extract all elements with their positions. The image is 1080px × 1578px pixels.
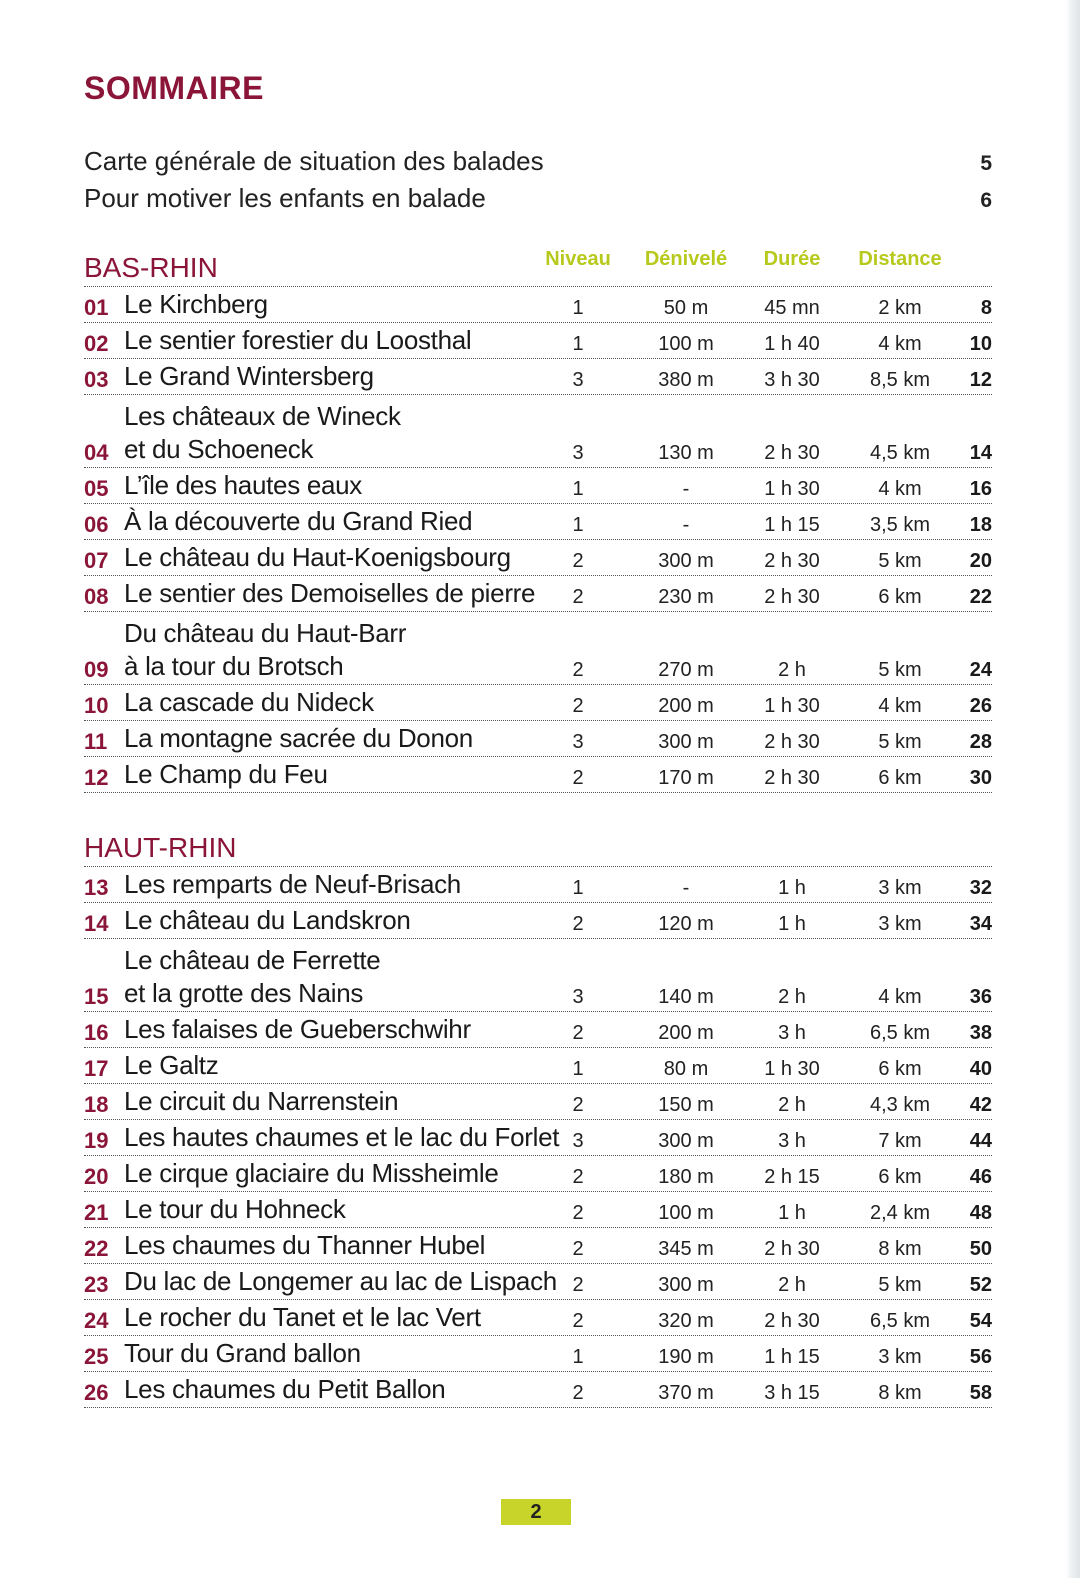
- hike-duree: 3 h 30: [764, 369, 820, 391]
- hike-duree: 3 h 15: [764, 1382, 820, 1404]
- hike-duree: 2 h 30: [764, 550, 820, 572]
- hike-name: [124, 686, 594, 719]
- hike-page: 50: [969, 1238, 992, 1260]
- hike-number: 25: [84, 1344, 109, 1369]
- hike-niveau: 1: [572, 1058, 584, 1080]
- hike-denivele: 50 m: [663, 297, 709, 319]
- hike-denivele: 300 m: [658, 550, 714, 572]
- hike-row[interactable]: [84, 468, 992, 504]
- hike-distance: 5 km: [878, 1274, 922, 1296]
- hike-distance: 4,5 km: [869, 442, 931, 464]
- hike-name-line: Le tour du Hohneck: [124, 1194, 346, 1224]
- hike-name: [124, 1265, 594, 1298]
- hike-distance: 4 km: [878, 478, 922, 500]
- hike-page: 38: [969, 1022, 992, 1044]
- hike-row[interactable]: [84, 504, 992, 540]
- column-header-niveau: Niveau: [545, 248, 611, 270]
- hike-number: 23: [84, 1272, 109, 1297]
- hike-page: 46: [969, 1166, 992, 1188]
- hike-niveau: 2: [572, 1238, 584, 1260]
- hike-distance: 4 km: [878, 986, 922, 1008]
- hike-name-line: Les chaumes du Thanner Hubel: [124, 1230, 486, 1260]
- hike-name: [124, 1157, 594, 1190]
- hike-denivele: 230 m: [658, 586, 714, 608]
- hike-name: [124, 324, 594, 357]
- hike-number: 21: [84, 1200, 109, 1225]
- hike-name: [124, 505, 594, 538]
- section-bas-rhin: [84, 248, 992, 793]
- hike-number: 04: [84, 440, 109, 465]
- hike-row[interactable]: [84, 1192, 992, 1228]
- hike-denivele: 345 m: [658, 1238, 714, 1260]
- hike-niveau: 2: [572, 1166, 584, 1188]
- hike-niveau: 2: [572, 1274, 584, 1296]
- hike-number: 20: [84, 1164, 109, 1189]
- hike-duree: 2 h: [778, 986, 806, 1008]
- hike-number: 02: [84, 331, 109, 356]
- hike-duree: 1 h: [778, 1202, 806, 1224]
- hike-niveau: 1: [572, 333, 584, 355]
- hike-denivele: 170 m: [658, 767, 714, 789]
- hike-name-line: La montagne sacrée du Donon: [124, 723, 473, 753]
- hike-name-line: Du lac de Longemer au lac de Lispach: [124, 1266, 557, 1296]
- hike-name-line: À la découverte du Grand Ried: [124, 506, 473, 536]
- hike-row[interactable]: [84, 612, 992, 685]
- hike-page: 18: [969, 514, 992, 536]
- hike-denivele: 300 m: [658, 731, 714, 753]
- hike-denivele: 190 m: [658, 1346, 714, 1368]
- hike-row[interactable]: [84, 1336, 992, 1372]
- hike-number: 18: [84, 1092, 109, 1117]
- hike-page: 20: [969, 550, 992, 572]
- hike-distance: 8 km: [878, 1238, 922, 1260]
- hike-distance: 3,5 km: [869, 514, 931, 536]
- hike-denivele: 80 m: [663, 1058, 709, 1080]
- hike-denivele: 100 m: [658, 333, 714, 355]
- hike-niveau: 3: [572, 442, 584, 464]
- hike-name: [124, 288, 594, 321]
- hike-denivele: 300 m: [658, 1130, 714, 1152]
- hike-niveau: 2: [572, 767, 584, 789]
- intro-item[interactable]: [84, 146, 992, 183]
- column-header-denivele: Dénivelé: [644, 248, 728, 270]
- hike-duree: 2 h 30: [764, 767, 820, 789]
- hike-distance: 6,5 km: [869, 1310, 931, 1332]
- hike-denivele: -: [682, 514, 690, 536]
- section-header: [84, 828, 992, 867]
- hike-row[interactable]: [84, 1372, 992, 1408]
- hike-row[interactable]: [84, 757, 992, 793]
- hike-page: 10: [969, 333, 992, 355]
- hike-page: 48: [969, 1202, 992, 1224]
- page-edge-shadow: [1066, 0, 1080, 1578]
- hike-page: 44: [969, 1130, 992, 1152]
- hike-niveau: 3: [572, 369, 584, 391]
- hike-duree: 3 h: [778, 1130, 806, 1152]
- section-title: HAUT-RHIN: [84, 832, 237, 863]
- hike-niveau: 1: [572, 297, 584, 319]
- hike-number: 16: [84, 1020, 109, 1045]
- hike-row[interactable]: [84, 939, 992, 1012]
- hike-list: [84, 287, 992, 793]
- hike-row[interactable]: [84, 359, 992, 395]
- hike-name: [124, 1121, 594, 1154]
- hike-duree: 1 h: [778, 877, 806, 899]
- hike-distance: 6,5 km: [869, 1022, 931, 1044]
- hike-page: 52: [969, 1274, 992, 1296]
- hike-name: [124, 722, 594, 755]
- hike-niveau: 2: [572, 1310, 584, 1332]
- hike-page: 22: [969, 586, 992, 608]
- hike-row[interactable]: [84, 1300, 992, 1336]
- hike-name-line: Les hautes chaumes et le lac du Forlet: [124, 1122, 560, 1152]
- hike-denivele: -: [682, 877, 690, 899]
- hike-number: 13: [84, 875, 109, 900]
- hike-name: [124, 758, 594, 791]
- hike-page: 56: [969, 1346, 992, 1368]
- hike-number: 19: [84, 1128, 109, 1153]
- hike-name-line: Le cirque glaciaire du Missheimle: [124, 1158, 499, 1188]
- intro-item-page: 5: [980, 152, 992, 175]
- hike-duree: 2 h 30: [764, 1310, 820, 1332]
- hike-name-line: L’île des hautes eaux: [124, 470, 362, 500]
- intro-item-label: Carte générale de situation des balades: [84, 146, 544, 176]
- hike-duree: 45 mn: [764, 297, 820, 319]
- hike-name: [124, 617, 594, 683]
- hike-row[interactable]: [84, 1228, 992, 1264]
- hike-distance: 4 km: [878, 695, 922, 717]
- hike-page: 54: [969, 1310, 992, 1332]
- hike-distance: 5 km: [878, 659, 922, 681]
- hike-niveau: 2: [572, 1094, 584, 1116]
- hike-name-line: Le sentier forestier du Loosthal: [124, 325, 472, 355]
- hike-name: [124, 1013, 594, 1046]
- hike-row[interactable]: [84, 1084, 992, 1120]
- hike-row[interactable]: [84, 1048, 992, 1084]
- hike-row[interactable]: [84, 1120, 992, 1156]
- hike-niveau: 2: [572, 586, 584, 608]
- hike-duree: 2 h 15: [764, 1166, 820, 1188]
- hike-name: [124, 469, 594, 502]
- hike-distance: 5 km: [878, 550, 922, 572]
- hike-page: 58: [969, 1382, 992, 1404]
- hike-distance: 6 km: [878, 586, 922, 608]
- hike-niveau: 2: [572, 1202, 584, 1224]
- hike-denivele: 380 m: [658, 369, 714, 391]
- hike-number: 22: [84, 1236, 109, 1261]
- hike-page: 16: [969, 478, 992, 500]
- hike-name-line: Le Kirchberg: [124, 289, 268, 319]
- hike-name: [124, 868, 594, 901]
- hike-denivele: 140 m: [658, 986, 714, 1008]
- hike-name-line: Le circuit du Narrenstein: [124, 1086, 399, 1116]
- hike-denivele: -: [682, 478, 690, 500]
- hike-duree: 2 h 30: [764, 442, 820, 464]
- intro-item-page: 6: [980, 189, 992, 212]
- hike-row[interactable]: [84, 903, 992, 939]
- hike-number: 11: [84, 729, 108, 754]
- hike-distance: 4,3 km: [869, 1094, 931, 1116]
- hike-duree: 1 h 30: [764, 695, 820, 717]
- hike-duree: 2 h 30: [764, 1238, 820, 1260]
- hike-number: 26: [84, 1380, 109, 1405]
- hike-name-line: Le Grand Wintersberg: [124, 361, 374, 391]
- hike-number: 01: [84, 295, 109, 320]
- hike-row[interactable]: [84, 721, 992, 757]
- hike-denivele: 300 m: [658, 1274, 714, 1296]
- hike-distance: 6 km: [878, 767, 922, 789]
- hike-denivele: 320 m: [658, 1310, 714, 1332]
- hike-row[interactable]: [84, 1264, 992, 1300]
- hike-duree: 1 h 30: [764, 478, 820, 500]
- hike-name-line: et du Schoeneck: [124, 434, 314, 464]
- hike-page: 34: [969, 913, 992, 935]
- hike-name: [124, 1301, 594, 1334]
- hike-row[interactable]: [84, 540, 992, 576]
- hike-page: 40: [969, 1058, 992, 1080]
- hike-niveau: 3: [572, 731, 584, 753]
- hike-name-line: Le château de Ferrette: [124, 945, 381, 975]
- column-header-duree: Durée: [763, 248, 821, 270]
- hike-duree: 1 h 40: [764, 333, 820, 355]
- intro-item[interactable]: [84, 183, 992, 220]
- section-title: BAS-RHIN: [84, 252, 218, 283]
- hike-name: [124, 1373, 594, 1406]
- page-number: 2: [501, 1499, 571, 1525]
- hike-denivele: 120 m: [658, 913, 714, 935]
- hike-denivele: 180 m: [658, 1166, 714, 1188]
- hike-duree: 3 h: [778, 1022, 806, 1044]
- hike-duree: 1 h 30: [764, 1058, 820, 1080]
- hike-distance: 5 km: [878, 731, 922, 753]
- hike-name: [124, 1229, 594, 1262]
- hike-name-line: La cascade du Nideck: [124, 687, 374, 717]
- hike-denivele: 100 m: [658, 1202, 714, 1224]
- hike-niveau: 2: [572, 1022, 584, 1044]
- hike-number: 14: [84, 911, 109, 936]
- hike-name-line: et la grotte des Nains: [124, 978, 364, 1008]
- hike-page: 14: [969, 442, 992, 464]
- hike-name-line: Le Galtz: [124, 1050, 219, 1080]
- hike-niveau: 1: [572, 478, 584, 500]
- hike-niveau: 2: [572, 659, 584, 681]
- hike-denivele: 130 m: [658, 442, 714, 464]
- hike-duree: 2 h 30: [764, 586, 820, 608]
- hike-niveau: 1: [572, 514, 584, 536]
- hike-page: 26: [969, 695, 992, 717]
- hike-number: 07: [84, 548, 109, 573]
- hike-niveau: 2: [572, 913, 584, 935]
- hike-name: [124, 1337, 594, 1370]
- page-title: SOMMAIRE: [84, 70, 264, 106]
- hike-row[interactable]: [84, 323, 992, 359]
- hike-name: [124, 360, 594, 393]
- hike-distance: 7 km: [878, 1130, 922, 1152]
- hike-denivele: 200 m: [658, 695, 714, 717]
- hike-niveau: 2: [572, 1382, 584, 1404]
- hike-name: [124, 904, 594, 937]
- hike-name-line: Du château du Haut-Barr: [124, 618, 407, 648]
- hike-name: [124, 577, 594, 610]
- hike-number: 12: [84, 765, 109, 790]
- hike-duree: 1 h 15: [764, 1346, 820, 1368]
- hike-page: 12: [969, 369, 992, 391]
- hike-distance: 2 km: [878, 297, 922, 319]
- intro-item-label: Pour motiver les enfants en balade: [84, 183, 486, 213]
- section-header: [84, 248, 992, 287]
- hike-niveau: 2: [572, 695, 584, 717]
- hike-name: [124, 541, 594, 574]
- hike-name: [124, 1049, 594, 1082]
- hike-number: 05: [84, 476, 109, 501]
- hike-name-line: Les falaises de Gueberschwihr: [124, 1014, 471, 1044]
- hike-denivele: 270 m: [658, 659, 714, 681]
- hike-name-line: à la tour du Brotsch: [124, 651, 344, 681]
- hike-distance: 2,4 km: [869, 1202, 931, 1224]
- hike-name-line: Le Champ du Feu: [124, 759, 328, 789]
- hike-distance: 3 km: [878, 1346, 922, 1368]
- hike-name-line: Tour du Grand ballon: [124, 1338, 361, 1368]
- hike-name-line: Les chaumes du Petit Ballon: [124, 1374, 446, 1404]
- hike-distance: 3 km: [878, 877, 922, 899]
- hike-denivele: 150 m: [658, 1094, 714, 1116]
- hike-distance: 4 km: [878, 333, 922, 355]
- hike-name-line: Le château du Landskron: [124, 905, 411, 935]
- hike-list: [84, 867, 992, 1408]
- hike-page: 28: [969, 731, 992, 753]
- hike-duree: 2 h: [778, 1094, 806, 1116]
- hike-number: 06: [84, 512, 109, 537]
- hike-name-line: Le sentier des Demoiselles de pierre: [124, 578, 536, 608]
- hike-row[interactable]: [84, 576, 992, 612]
- hike-distance: 8 km: [878, 1382, 922, 1404]
- hike-number: 24: [84, 1308, 109, 1333]
- hike-name-line: Le rocher du Tanet et le lac Vert: [124, 1302, 481, 1332]
- hike-page: 8: [980, 297, 992, 319]
- hike-name: [124, 1085, 594, 1118]
- hike-niveau: 2: [572, 550, 584, 572]
- hike-niveau: 3: [572, 1130, 584, 1152]
- hike-name: [124, 944, 594, 1010]
- hike-page: 30: [969, 767, 992, 789]
- hike-distance: 6 km: [878, 1058, 922, 1080]
- hike-duree: 2 h 30: [764, 731, 820, 753]
- hike-name-line: Le château du Haut-Koenigsbourg: [124, 542, 511, 572]
- hike-page: 24: [969, 659, 992, 681]
- hike-niveau: 3: [572, 986, 584, 1008]
- hike-number: 17: [84, 1056, 109, 1081]
- hike-row[interactable]: [84, 395, 992, 468]
- hike-name: [124, 400, 594, 466]
- section-haut-rhin: [84, 828, 992, 1408]
- hike-denivele: 200 m: [658, 1022, 714, 1044]
- hike-number: 08: [84, 584, 109, 609]
- hike-name-line: Les châteaux de Wineck: [124, 401, 401, 431]
- hike-niveau: 1: [572, 1346, 584, 1368]
- hike-row[interactable]: [84, 685, 992, 721]
- hike-niveau: 1: [572, 877, 584, 899]
- hike-distance: 6 km: [878, 1166, 922, 1188]
- hike-name: [124, 1193, 594, 1226]
- hike-duree: 2 h: [778, 659, 806, 681]
- hike-duree: 2 h: [778, 1274, 806, 1296]
- hike-page: 32: [969, 877, 992, 899]
- intro-list: [84, 146, 992, 220]
- hike-row[interactable]: [84, 867, 992, 903]
- hike-page: 42: [969, 1094, 992, 1116]
- hike-name-line: Les remparts de Neuf-Brisach: [124, 869, 461, 899]
- hike-duree: 1 h: [778, 913, 806, 935]
- hike-row[interactable]: [84, 1156, 992, 1192]
- column-header-distance: Distance: [858, 248, 942, 270]
- hike-number: 10: [84, 693, 109, 718]
- hike-denivele: 370 m: [658, 1382, 714, 1404]
- hike-page: 36: [969, 986, 992, 1008]
- hike-duree: 1 h 15: [764, 514, 820, 536]
- hike-distance: 8,5 km: [869, 369, 931, 391]
- hike-row[interactable]: [84, 287, 992, 323]
- hike-distance: 3 km: [878, 913, 922, 935]
- hike-row[interactable]: [84, 1012, 992, 1048]
- hike-number: 15: [84, 984, 109, 1009]
- hike-number: 09: [84, 657, 109, 682]
- hike-number: 03: [84, 367, 109, 392]
